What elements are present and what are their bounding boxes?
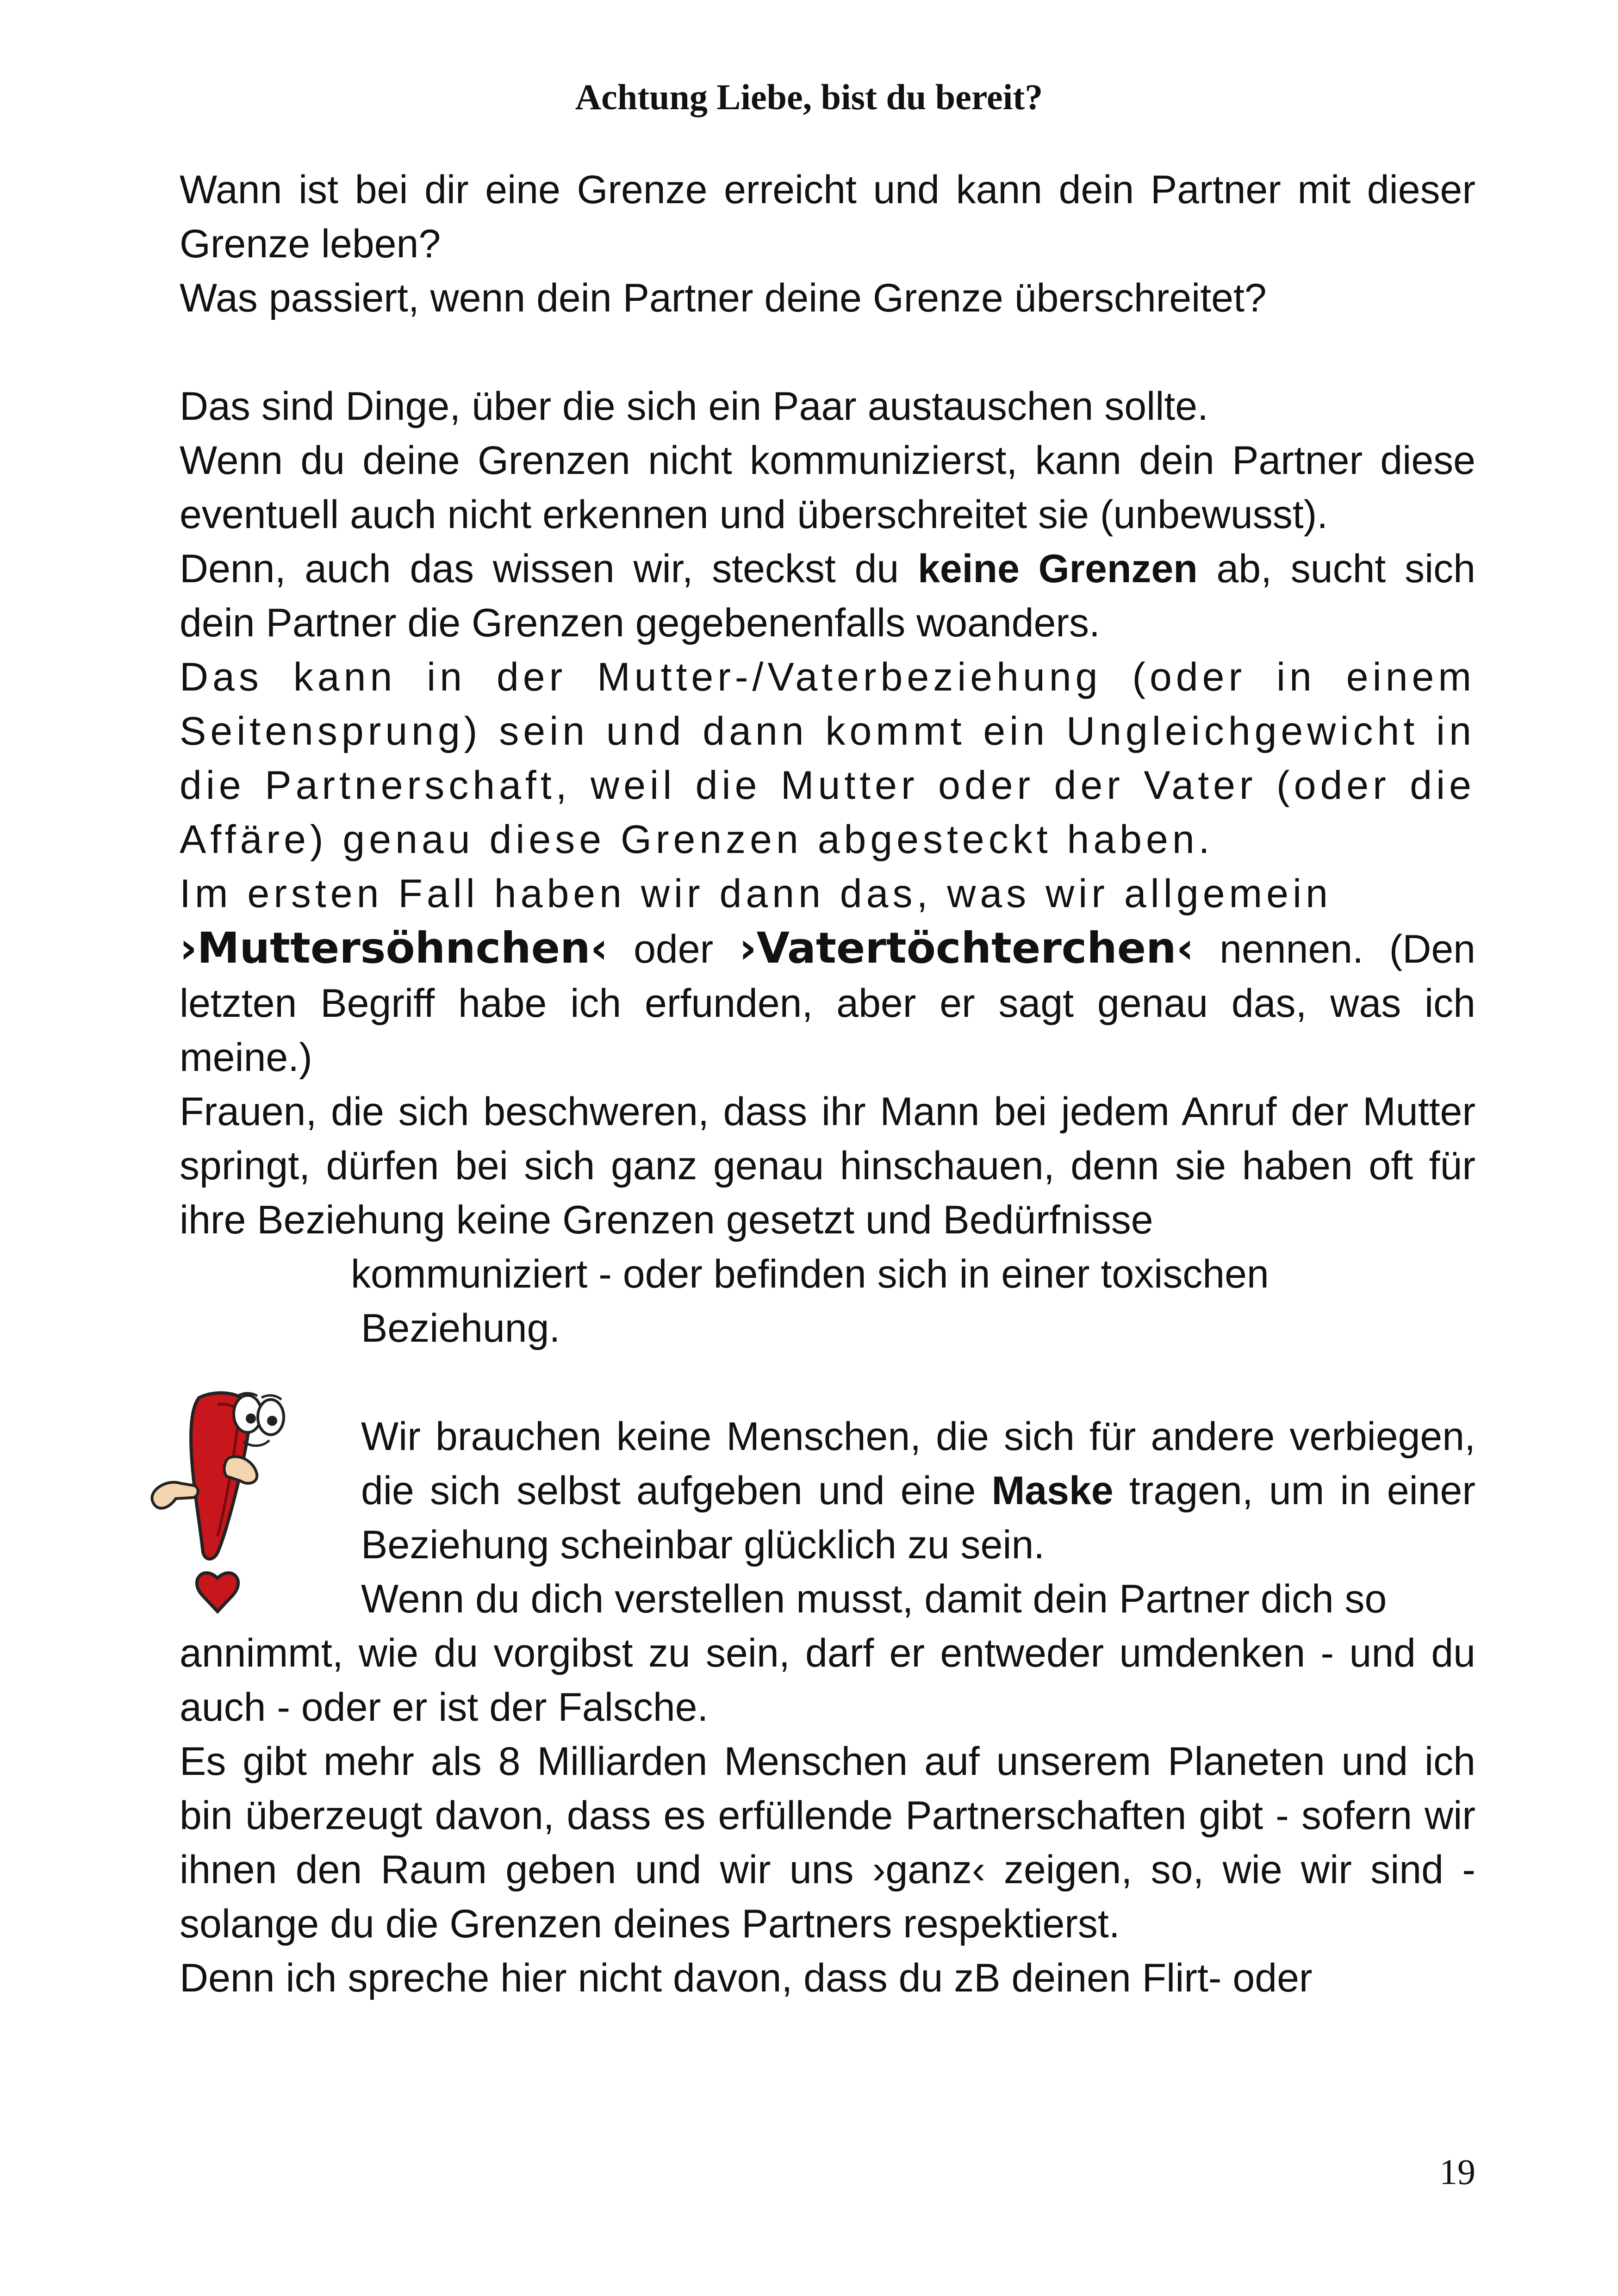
paragraph-line: kommuniziert - oder befinden sich in einer toxischen bbox=[351, 1252, 1269, 1296]
paragraph: Im ersten Fall haben wir dann das, was wir allgemein bbox=[180, 871, 1332, 916]
paragraph: Das kann in der Mutter-/Vaterbeziehung (oder in einem Seitensprung) sein und dann kommt ein Ungleichgewicht in die Partnerschaft, weil die Mutter oder der Vater (oder die Affäre) genau diese Grenzen abgesteckt haben. bbox=[180, 655, 1475, 862]
paragraph: Was passiert, wenn dein Partner deine Grenze überschreitet? bbox=[180, 276, 1267, 320]
paragraph-gap bbox=[180, 1356, 1475, 1410]
text-run: ab, sucht sich dein Partner die Grenzen gegebenenfalls woanders. bbox=[180, 547, 1475, 645]
paragraph bbox=[180, 921, 1475, 1085]
text-run: tragen, um in einer Beziehung scheinbar glücklich zu sein. bbox=[361, 1468, 1476, 1567]
running-header: Achtung Liebe, bist du bereit? bbox=[575, 77, 1043, 117]
paragraph-line: Beziehung. bbox=[361, 1306, 560, 1350]
paragraph: Denn ich spreche hier nicht davon, dass du zB deinen Flirt- oder bbox=[180, 1956, 1313, 2000]
paragraph-gap bbox=[180, 325, 1475, 380]
body-text bbox=[180, 163, 1475, 2005]
text-run: oder bbox=[608, 927, 739, 971]
bold-term: Maske bbox=[991, 1468, 1114, 1513]
term-vatertoechterchen: ›Vatertöchterchen‹ bbox=[739, 923, 1194, 973]
text-run: Wir brauchen keine Menschen, die sich für andere verbiegen, die sich selbst aufgeben und eine bbox=[361, 1414, 1475, 1513]
page-number: 19 bbox=[1439, 2152, 1475, 2192]
paragraph bbox=[180, 1410, 1475, 1572]
paragraph: annimmt, wie du vorgibst zu sein, darf er entweder umdenken - und du auch - oder er ist der Falsche. bbox=[180, 1631, 1475, 1730]
paragraph bbox=[180, 542, 1475, 650]
paragraph: Es gibt mehr als 8 Milliarden Menschen auf unserem Planeten und ich bin überzeugt davon, dass es erfüllende Partnerschaften gibt - sofern wir ihnen den Raum geben und wir uns ›ganz‹ zeigen, so, wie wir sind - solange du die Grenzen deines Partners respektierst. bbox=[180, 1739, 1475, 1946]
paragraph: Frauen, die sich beschweren, dass ihr Mann bei jedem Anruf der Mutter springt, dürfen bei sich ganz genau hinschauen, denn sie haben oft für ihre Beziehung keine Grenzen gesetzt und Bedürfnisse bbox=[180, 1089, 1475, 1242]
paragraph: Das sind Dinge, über die sich ein Paar austauschen sollte. bbox=[180, 384, 1208, 429]
paragraph: Wann ist bei dir eine Grenze erreicht und kann dein Partner mit dieser Grenze leben? bbox=[180, 168, 1475, 266]
bold-term: keine Grenzen bbox=[917, 547, 1198, 591]
text-run: Denn, auch das wissen wir, steckst du bbox=[180, 547, 918, 591]
paragraph-line: Wenn du dich verstellen musst, damit dein Partner dich so bbox=[361, 1577, 1387, 1621]
text-run: nennen. (Den letzten Begriff habe ich erfunden, aber er sagt genau das, was ich meine.) bbox=[180, 927, 1475, 1080]
paragraph: Wenn du deine Grenzen nicht kommunizierst, kann dein Partner diese eventuell auch nicht erkennen und überschreitet sie (unbewusst). bbox=[180, 438, 1475, 537]
term-muttersoehnchen: ›Muttersöhnchen‹ bbox=[180, 923, 608, 973]
exclamation-mark-cartoon-icon bbox=[148, 1388, 287, 1638]
